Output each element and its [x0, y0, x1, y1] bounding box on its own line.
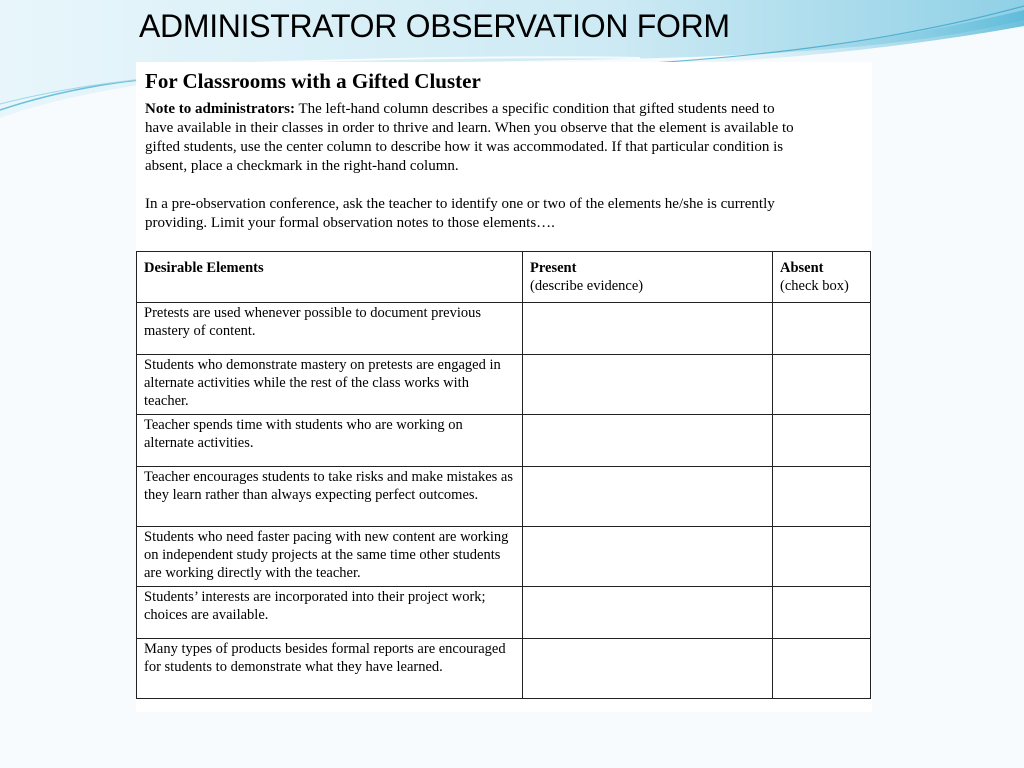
table-row	[137, 527, 871, 587]
note-text: The left-hand column describes a specific condition that gifted students need to have available in their classes in order to thrive and learn. When you observe that the element is available to gifted students, use the center column to describe how it was accommodated. If that particular condition is absent, place a checkmark in the right-hand column.	[145, 101, 794, 174]
header-desirable-elements: Desirable Elements	[137, 252, 523, 303]
element-cell: Pretests are used whenever possible to document previous mastery of content.	[137, 303, 523, 355]
table-row	[137, 355, 871, 415]
table-header-row	[137, 252, 871, 303]
absent-check-cell[interactable]	[773, 527, 871, 587]
present-evidence-cell[interactable]	[523, 527, 773, 587]
absent-check-cell[interactable]	[773, 303, 871, 355]
element-cell: Students who demonstrate mastery on pretests are engaged in alternate activities while the rest of the class works with teacher.	[137, 355, 523, 415]
header-absent-label: Absent	[780, 260, 824, 276]
observation-form-document	[136, 62, 872, 712]
absent-check-cell[interactable]	[773, 587, 871, 639]
header-absent	[773, 252, 871, 303]
pre-observation-note: In a pre-observation conference, ask the teacher to identify one or two of the elements he/she is currently providing. Limit your formal observation notes to those elements….	[145, 196, 775, 231]
element-cell: Many types of products besides formal reports are encouraged for students to demonstrate what they have learned.	[137, 639, 523, 699]
table-row	[137, 467, 871, 527]
table-row	[137, 415, 871, 467]
header-present-label: Present	[530, 260, 577, 276]
table-row	[137, 587, 871, 639]
present-evidence-cell[interactable]	[523, 587, 773, 639]
absent-check-cell[interactable]	[773, 355, 871, 415]
slide-title: ADMINISTRATOR OBSERVATION FORM	[139, 8, 730, 44]
note-to-administrators	[145, 100, 805, 176]
observation-table	[136, 251, 871, 699]
element-cell: Students’ interests are incorporated into their project work; choices are available.	[137, 587, 523, 639]
present-evidence-cell[interactable]	[523, 467, 773, 527]
header-present	[523, 252, 773, 303]
absent-check-cell[interactable]	[773, 467, 871, 527]
table-row	[137, 303, 871, 355]
table-row	[137, 639, 871, 699]
present-evidence-cell[interactable]	[523, 639, 773, 699]
element-cell: Teacher spends time with students who are working on alternate activities.	[137, 415, 523, 467]
header-present-sub: (describe evidence)	[530, 278, 644, 294]
absent-check-cell[interactable]	[773, 639, 871, 699]
element-cell: Students who need faster pacing with new content are working on independent study projects at the same time other students are working directly with the teacher.	[137, 527, 523, 587]
note-label: Note to administrators:	[145, 101, 295, 117]
header-absent-sub: (check box)	[780, 278, 849, 294]
present-evidence-cell[interactable]	[523, 355, 773, 415]
document-heading: For Classrooms with a Gifted Cluster	[145, 69, 481, 93]
absent-check-cell[interactable]	[773, 415, 871, 467]
present-evidence-cell[interactable]	[523, 303, 773, 355]
present-evidence-cell[interactable]	[523, 415, 773, 467]
element-cell: Teacher encourages students to take risks and make mistakes as they learn rather than always expecting perfect outcomes.	[137, 467, 523, 527]
